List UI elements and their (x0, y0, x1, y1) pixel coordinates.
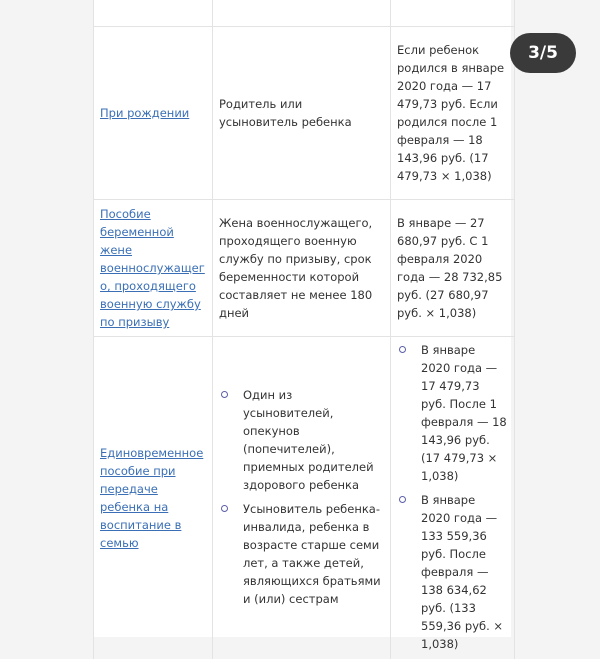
amount-cell (391, 337, 515, 659)
benefit-name-cell (94, 337, 213, 659)
amount-list (397, 341, 508, 653)
table-row (94, 200, 515, 337)
table-row (94, 27, 515, 200)
list-item (397, 341, 508, 485)
benefits-table (93, 0, 515, 659)
list-item (397, 491, 508, 653)
bullet-icon (221, 391, 228, 398)
benefit-name-cell (94, 27, 213, 200)
list-item (219, 386, 384, 494)
amount-cell: Если ребенок родился в январе 2020 года — 17 479,73 руб. Если родился после 1 февраля — 18 143,96 руб. (17 479,73 × 1,038) (391, 27, 515, 200)
benefit-name-cell (94, 200, 213, 337)
bullet-icon (221, 505, 228, 512)
recipient-cell (213, 337, 391, 659)
recipient-list (219, 386, 384, 608)
page-counter-badge: 3/5 (510, 33, 576, 73)
bullet-icon (399, 496, 406, 503)
recipient-cell: Родитель или усыновитель ребенка (213, 27, 391, 200)
recipient-cell: Жена военнослужащего, проходящего военную службу по призыву, срок беременности которой составляет не менее 180 дней (213, 200, 391, 337)
list-item-text: Усыновитель ребенка-инвалида, ребенка в возрасте старше семи лет, а также детей, являющихся братьями и (или) сестрам (243, 502, 381, 606)
list-item-text: Один из усыновителей, опекунов (попечителей), приемных родителей здорового ребенка (243, 388, 374, 492)
list-item (219, 500, 384, 608)
list-item-text: В январе 2020 года — 17 479,73 руб. После 1 февраля — 18 143,96 руб. (17 479,73 × 1,038) (421, 343, 507, 483)
bullet-icon (399, 346, 406, 353)
benefit-link-military-wife[interactable]: Пособие беременной жене военнослужащего, проходящего военную службу по призыву (100, 207, 205, 329)
table-row (94, 337, 515, 659)
amount-cell: В январе — 27 680,97 руб. С 1 февраля 2020 года — 28 732,85 руб. (27 680,97 руб. × 1,038) (391, 200, 515, 337)
table-row-top-partial (94, 0, 515, 27)
benefit-link-adoption[interactable]: Единовременное пособие при передаче ребенка на воспитание в семью (100, 446, 203, 550)
benefit-link-birth[interactable]: При рождении (100, 106, 189, 120)
list-item-text: В январе 2020 года — 133 559,36 руб. После февраля — 138 634,62 руб. (133 559,36 руб. × 1,038) (421, 493, 503, 651)
